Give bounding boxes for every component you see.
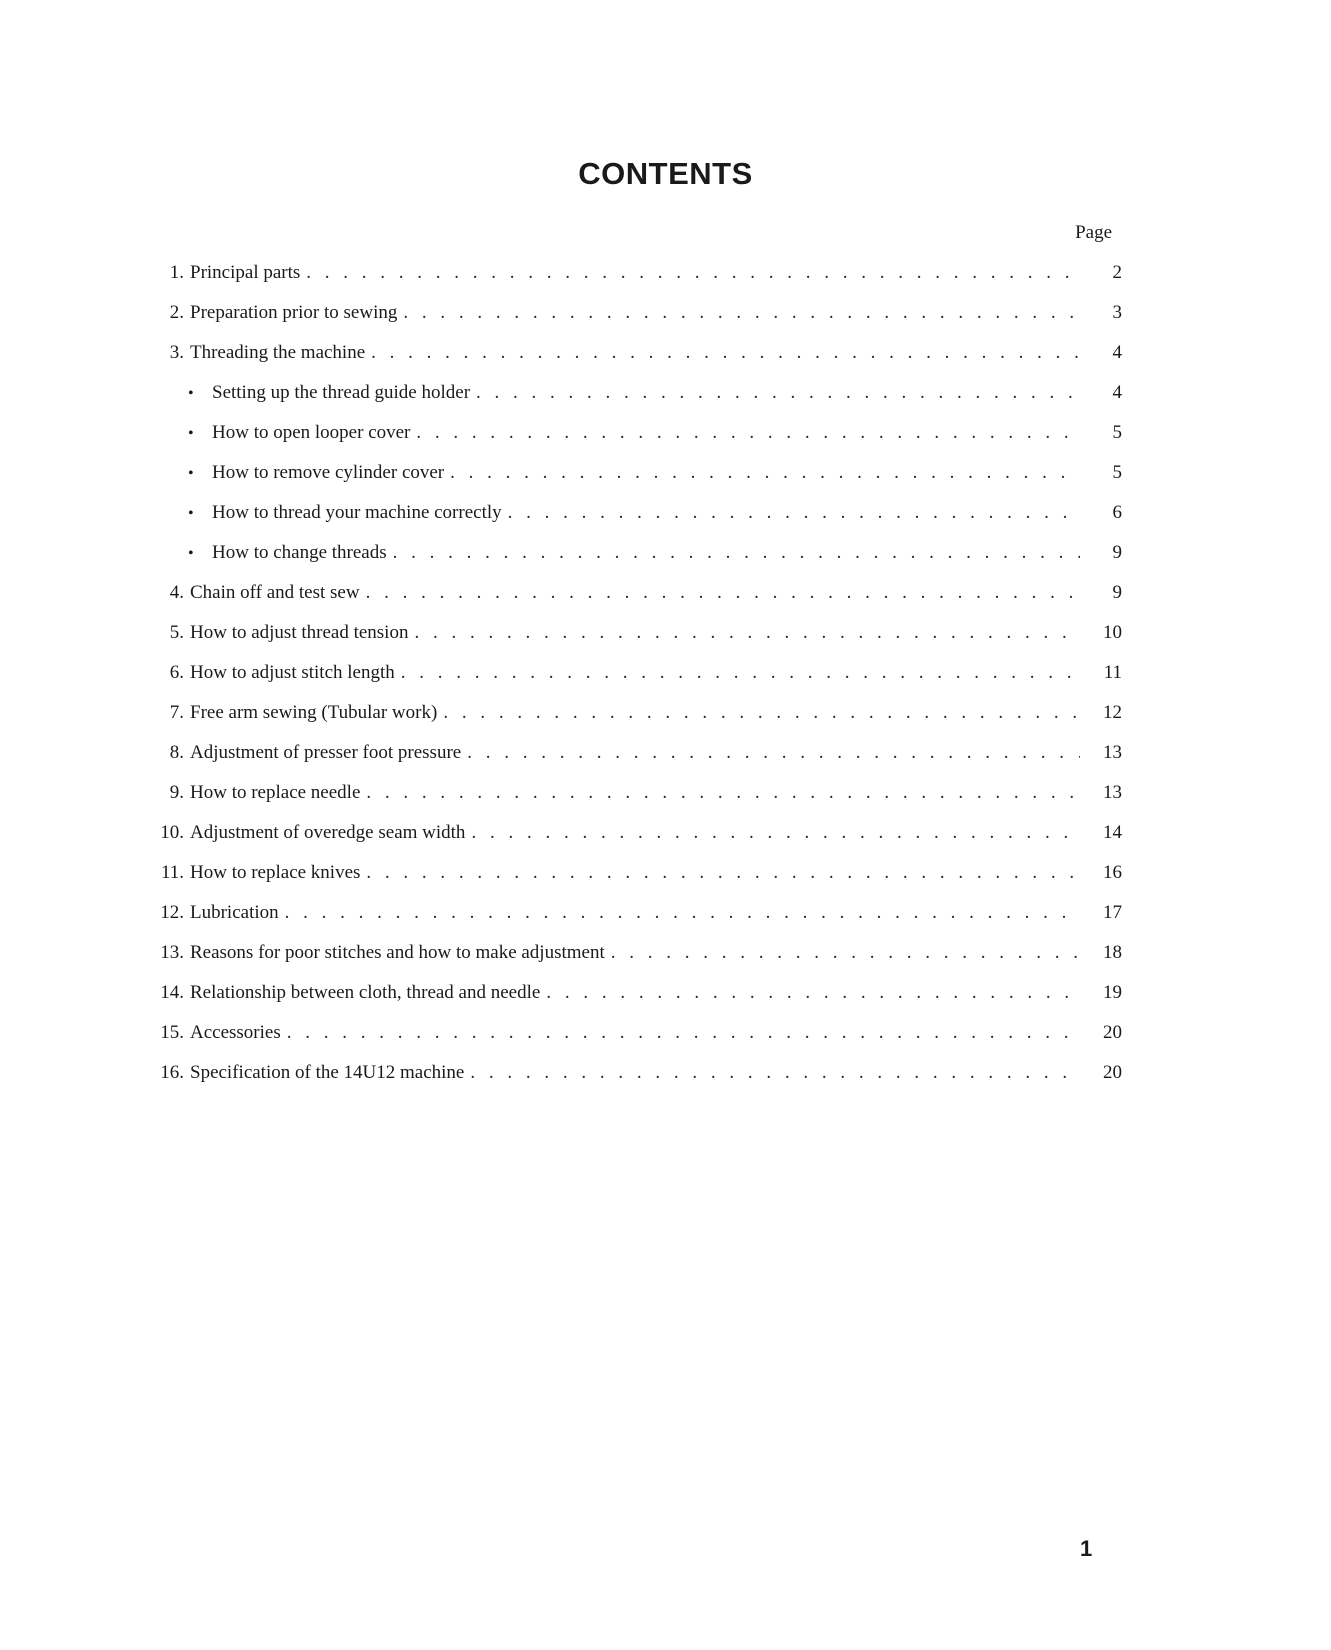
toc-entry-threading <box>150 342 1122 382</box>
dot-leader <box>366 582 1080 604</box>
toc-entry-label: How to thread your machine correctly <box>212 502 502 523</box>
toc-entry-label: Threading the machine <box>190 342 366 363</box>
toc-subentry-cylinder-cover <box>150 462 1122 502</box>
toc-entry-label: Principal parts <box>190 262 301 283</box>
toc-entry-number: 9. <box>169 782 184 803</box>
toc-entry-label: How to remove cylinder cover <box>212 462 445 483</box>
toc-entry-free-arm <box>150 702 1122 742</box>
toc-entry-number: 11. <box>160 862 184 883</box>
toc-entry-label: How to adjust thread tension <box>190 622 409 643</box>
toc-entry-principal-parts <box>150 262 1122 302</box>
page-number: 1 <box>1080 1536 1093 1561</box>
toc-entry-label: Adjustment of presser foot pressure <box>190 742 462 763</box>
toc-entry-label: How to open looper cover <box>212 422 411 443</box>
toc-entry-page: 9 <box>1112 582 1122 603</box>
toc-entry-page: 4 <box>1112 382 1122 403</box>
toc-entry-label: Free arm sewing (Tubular work) <box>190 702 438 723</box>
bullet-icon: • <box>188 425 194 442</box>
toc-entry-label: Specification of the 14U12 machine <box>190 1062 465 1083</box>
dot-leader <box>476 382 1080 404</box>
toc-entry-page: 9 <box>1112 542 1122 563</box>
toc-entry-thread-tension <box>150 622 1122 662</box>
toc-entry-label: How to replace needle <box>190 782 361 803</box>
toc-entry-number: 4. <box>169 582 184 603</box>
dot-leader <box>416 422 1080 444</box>
bullet-icon: • <box>188 385 194 402</box>
toc-entry-number: 6. <box>169 662 184 683</box>
toc-entry-poor-stitches <box>150 942 1122 982</box>
toc-entry-page: 2 <box>1112 262 1122 283</box>
toc-subentry-change-threads <box>150 542 1122 582</box>
toc-entry-page: 13 <box>1103 782 1122 803</box>
dot-leader <box>470 1062 1080 1084</box>
toc-entry-seam-width <box>150 822 1122 862</box>
toc-entry-label: How to change threads <box>212 542 387 563</box>
toc-entry-page: 5 <box>1112 462 1122 483</box>
toc-entry-page: 13 <box>1103 742 1122 763</box>
toc-entry-label: Chain off and test sew <box>190 582 360 603</box>
toc-entry-page: 11 <box>1103 662 1122 683</box>
toc-entry-number: 14. <box>160 982 184 1003</box>
toc-entry-accessories <box>150 1022 1122 1062</box>
toc-entry-page: 16 <box>1103 862 1122 883</box>
toc-entry-chain-off <box>150 582 1122 622</box>
toc-entry-label: Reasons for poor stitches and how to make adjustment <box>190 942 605 963</box>
bullet-icon: • <box>188 465 194 482</box>
dot-leader <box>366 862 1080 884</box>
dot-leader <box>450 462 1080 484</box>
toc-entry-number: 1. <box>169 262 184 283</box>
toc-entry-number: 5. <box>169 622 184 643</box>
toc-entry-presser-foot <box>150 742 1122 782</box>
toc-entry-preparation <box>150 302 1122 342</box>
toc-entry-cloth-thread-needle <box>150 982 1122 1022</box>
toc-entry-lubrication <box>150 902 1122 942</box>
toc-entry-number: 7. <box>169 702 184 723</box>
toc-entry-number: 15. <box>160 1022 184 1043</box>
toc-entry-label: Lubrication <box>190 902 279 923</box>
dot-leader <box>371 342 1080 364</box>
toc-subentry-looper-cover <box>150 422 1122 462</box>
table-of-contents <box>150 262 1122 1102</box>
toc-entry-replace-knives <box>150 862 1122 902</box>
toc-entry-replace-needle <box>150 782 1122 822</box>
toc-entry-number: 3. <box>169 342 184 363</box>
dot-leader <box>546 982 1080 1004</box>
dot-leader <box>611 942 1080 964</box>
toc-entry-number: 2. <box>169 302 184 323</box>
toc-entry-specification <box>150 1062 1122 1102</box>
toc-entry-number: 8. <box>169 742 184 763</box>
bullet-icon: • <box>188 545 194 562</box>
toc-entry-page: 20 <box>1103 1022 1122 1043</box>
toc-entry-page: 4 <box>1112 342 1122 363</box>
dot-leader <box>285 902 1080 924</box>
page-title: CONTENTS <box>578 156 753 191</box>
toc-entry-label: Preparation prior to sewing <box>190 302 398 323</box>
toc-subentry-thread-correctly <box>150 502 1122 542</box>
dot-leader <box>287 1022 1080 1044</box>
toc-subentry-thread-guide <box>150 382 1122 422</box>
dot-leader <box>443 702 1080 724</box>
dot-leader <box>366 782 1080 804</box>
dot-leader <box>306 262 1080 284</box>
page-column-header: Page <box>1075 222 1112 243</box>
dot-leader <box>403 302 1080 324</box>
dot-leader <box>401 662 1080 684</box>
toc-entry-label: How to adjust stitch length <box>190 662 395 683</box>
dot-leader <box>414 622 1080 644</box>
toc-entry-number: 12. <box>160 902 184 923</box>
toc-entry-page: 17 <box>1103 902 1122 923</box>
dot-leader <box>393 542 1080 564</box>
toc-entry-page: 10 <box>1103 622 1122 643</box>
toc-entry-label: Adjustment of overedge seam width <box>190 822 466 843</box>
dot-leader <box>508 502 1080 524</box>
bullet-icon: • <box>188 505 194 522</box>
toc-entry-page: 19 <box>1103 982 1122 1003</box>
toc-entry-label: Relationship between cloth, thread and needle <box>190 982 541 1003</box>
toc-entry-page: 3 <box>1112 302 1122 323</box>
dot-leader <box>467 742 1080 764</box>
toc-entry-label: Accessories <box>190 1022 281 1043</box>
dot-leader <box>471 822 1080 844</box>
toc-entry-page: 14 <box>1103 822 1122 843</box>
toc-entry-label: Setting up the thread guide holder <box>212 382 471 403</box>
toc-entry-number: 10. <box>160 822 184 843</box>
toc-entry-page: 5 <box>1112 422 1122 443</box>
toc-entry-label: How to replace knives <box>190 862 361 883</box>
toc-entry-page: 20 <box>1103 1062 1122 1083</box>
toc-entry-number: 13. <box>160 942 184 963</box>
toc-entry-page: 6 <box>1112 502 1122 523</box>
toc-entry-number: 16. <box>160 1062 184 1083</box>
toc-entry-stitch-length <box>150 662 1122 702</box>
toc-entry-page: 12 <box>1103 702 1122 723</box>
toc-entry-page: 18 <box>1103 942 1122 963</box>
